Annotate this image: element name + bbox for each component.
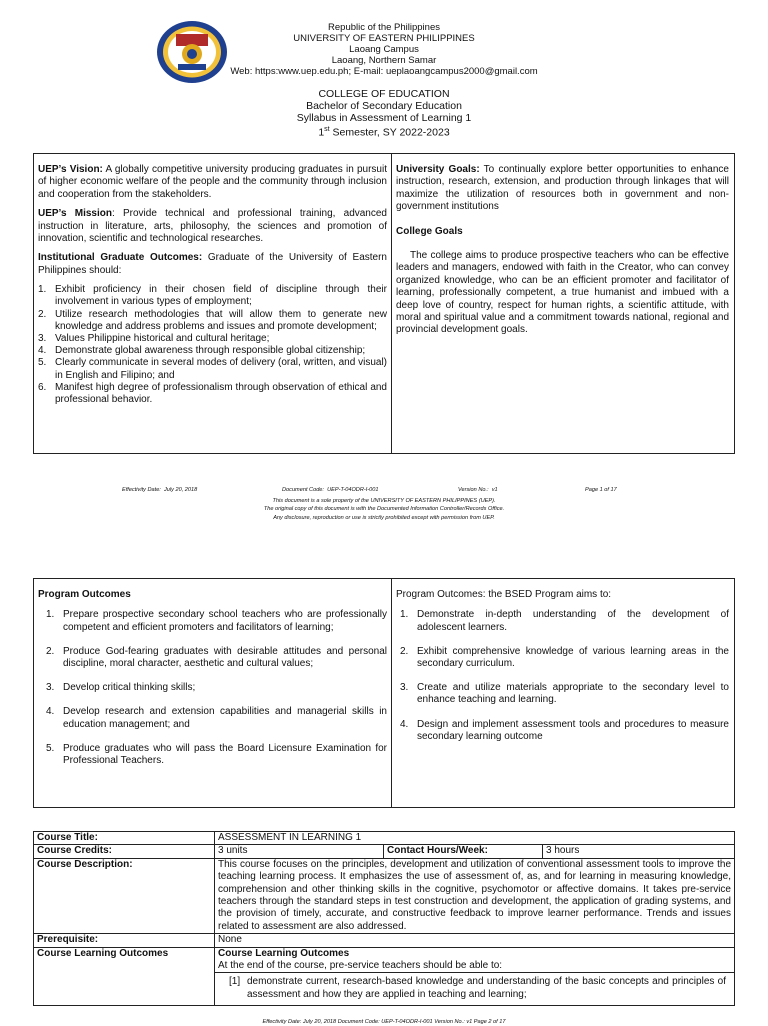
course-title-value: ASSESSMENT IN LEARNING 1 <box>215 832 735 845</box>
footer-page-2: Effectivity Date: July 20, 2018 Document Code: UEP-T-04ODR-I-001 Version No.: v1 Page 2 of 17 <box>262 1019 506 1025</box>
footer-effectivity: Effectivity Date: July 20, 2018 <box>122 487 198 493</box>
course-title-label: Course Title: <box>34 832 215 845</box>
list-item: 5. Produce graduates who will pass the Board Licensure Examination for Professional Teachers. <box>46 742 387 767</box>
contact-hours-label: Contact Hours/Week: <box>384 845 543 858</box>
clo-heading: Course Learning Outcomes <box>218 947 350 959</box>
syllabus-title: Syllabus in Assessment of Learning 1 <box>296 112 472 124</box>
list-item: 4. Design and implement assessment tools and procedures to measure secondary learning outcome <box>400 718 729 742</box>
list-item: 1. Exhibit proficiency in their chosen field of discipline through their involvement in various types of employment; <box>38 284 387 308</box>
prerequisite-value: None <box>215 934 735 947</box>
bsed-outcomes-title: Program Outcomes: the BSED Program aims to: <box>396 589 612 600</box>
igo-paragraph: Institutional Graduate Outcomes: Graduate of the University of Eastern Philippines should: <box>38 252 387 276</box>
semester-line: 1st Semester, SY 2022-2023 <box>318 126 450 139</box>
footer-version: Version No.: v1 <box>458 487 498 493</box>
university-goals-paragraph: University Goals: To continually explore better opportunities to enhance instruction, research, extension, and production through linkages that will maximize the utilization of resources both in government and non-government institutions <box>396 164 729 213</box>
footer-notice-2: The original copy of this document is with the Documented Information Controller/Records Office. <box>263 506 505 512</box>
program-outcomes-right <box>392 579 735 808</box>
footer-doc-code: Document Code: UEP-T-04ODR-I-001 <box>282 487 379 493</box>
course-description-label: Course Description: <box>34 858 215 933</box>
list-item: [1] demonstrate current, research-based knowledge and understanding of the basic concepts and principles of assessment and how they are applied in teaching and learning; <box>229 976 726 1000</box>
mission-paragraph: UEP’s Mission: Provide technical and professional training, advanced instruction in literature, arts, philosophy, the sciences and promotion of innovation, scientific and technological researches. <box>38 208 387 245</box>
college-goals-heading: College Goals <box>396 225 463 237</box>
program-outcomes-list <box>38 609 387 767</box>
list-item: 4. Develop research and extension capabilities and managerial skills in education management; and <box>46 706 387 730</box>
list-item: 3. Develop critical thinking skills; <box>46 682 196 694</box>
course-credits-label: Course Credits: <box>34 845 215 858</box>
header-university: UNIVERSITY OF EASTERN PHILIPPINES <box>293 33 475 44</box>
clo-label: Course Learning Outcomes <box>34 947 215 1006</box>
list-item: 6. Manifest high degree of professionalism through observation of ethical and professional behavior. <box>38 381 387 406</box>
contact-hours-value: 3 hours <box>543 845 735 858</box>
header-address: Laoang, Northern Samar <box>331 55 437 66</box>
igo-list <box>38 284 387 406</box>
footer-notice-3: Any disclosure, reproduction or use is strictly prohibited except with permission from UEP. <box>273 515 495 521</box>
header-web-email: Web: https:www.uep.edu.ph; E-mail: ueplaoangcampus2000@gmail.com <box>230 66 538 77</box>
goals-cell <box>392 154 735 454</box>
list-item: 1. Demonstrate in-depth understanding of the development of adolescent learners. <box>400 609 729 633</box>
clo-intro: At the end of the course, pre-service teachers should be able to: <box>218 960 503 972</box>
program-name: Bachelor of Secondary Education <box>306 100 462 112</box>
list-item: 2. Utilize research methodologies that will allow them to generate new knowledge and address problems and issues and promote development; <box>38 308 387 332</box>
bsed-outcomes-list <box>396 609 729 743</box>
course-info-table <box>33 831 735 1006</box>
vision-mission-table <box>33 153 735 454</box>
list-item: 5. Clearly communicate in several modes of delivery (oral, written, and visual) in English and Filipino; and <box>38 357 387 381</box>
course-credits-value: 3 units <box>215 845 384 858</box>
list-item: 2. Exhibit comprehensive knowledge of various learning areas in the secondary curriculum. <box>400 645 729 670</box>
program-outcomes-title: Program Outcomes <box>38 589 131 600</box>
prerequisite-label: Prerequisite: <box>34 934 215 947</box>
clo-header-cell <box>215 947 735 973</box>
header-campus: Laoang Campus <box>349 44 419 55</box>
header-republic: Republic of the Philippines <box>328 22 440 33</box>
list-item: 3. Values Philippine historical and cultural heritage; <box>38 333 270 345</box>
list-item: 1. Prepare prospective secondary school teachers who are professionally competent and efficient promoters and facilitators of learning; <box>46 609 387 633</box>
footer-notice-1: This document is a sole property of the UNIVERSITY OF EASTERN PHILIPPINES (UEP). <box>272 498 496 504</box>
course-description-value: This course focuses on the principles, development and utilization of conventional assessment tools to improve the teaching learning process. It emphasizes the use of assessment of, as, and for learning in measuring knowledge, comprehension and other thinking skills in the cognitive, psychomotor or affective domains. It takes pre-service teachers through the standard steps in test construction and development, the application of grading systems, and the provision of timely, accurate, and constructive feedback to improve learner performance. Trends and issues related to assessment are also addressed. <box>215 858 735 933</box>
list-item: 3. Create and utilize materials appropriate to the secondary level to enhance teaching and learning. <box>400 682 729 706</box>
vision-mission-cell <box>34 154 392 454</box>
program-outcomes-table <box>33 578 735 808</box>
college-name: COLLEGE OF EDUCATION <box>318 88 450 100</box>
college-goals-paragraph: The college aims to produce prospective teachers who can be effective leaders and managers, endowed with faith in the Creator, who can convey organized knowledge, who can be an efficient promoter and facilitator of learning, professionally competent, a true humanist and imbued with a deep love of country, respect for human rights, a scientific attitude, with moral and spiritual value and a commitment towards national, regional and provincial development goals. <box>396 250 729 336</box>
program-outcomes-left <box>34 579 392 808</box>
list-item: 2. Produce God-fearing graduates with desirable attitudes and personal discipline, moral character, aesthetic and cultural values; <box>46 645 387 670</box>
list-item: 4. Demonstrate global awareness through responsible global citizenship; <box>38 345 366 357</box>
footer-page: Page 1 of 17 <box>585 487 617 493</box>
clo-item-cell <box>215 973 735 1006</box>
vision-paragraph: UEP’s Vision: A globally competitive university producing graduates in pursuit of higher economic welfare of the people and the community through inclusion and cooperation from the stakeholders. <box>38 164 387 200</box>
